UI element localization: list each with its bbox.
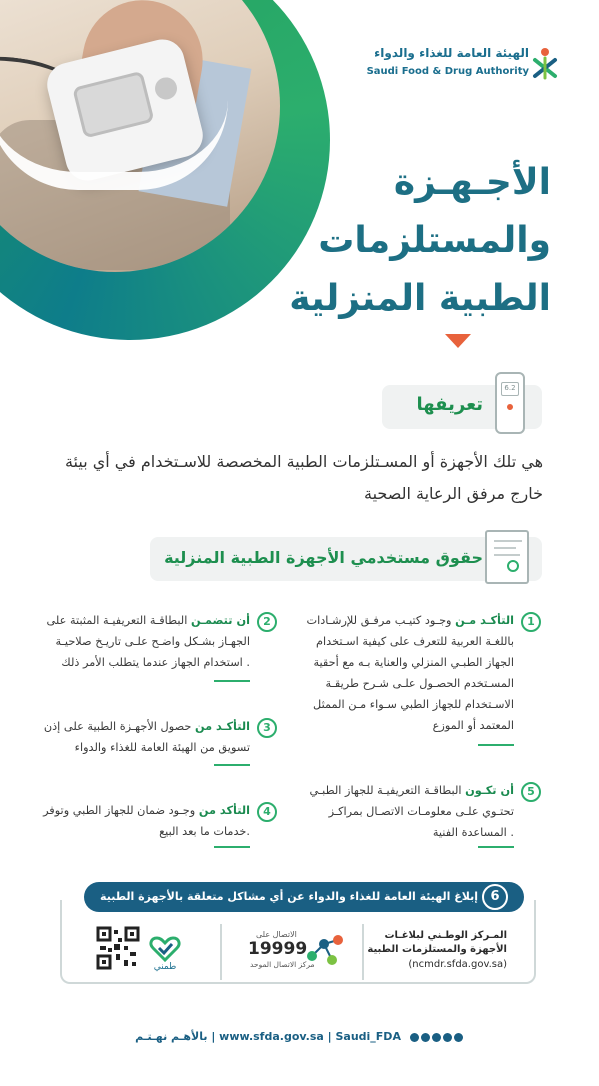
report-number: 6 (482, 884, 508, 910)
twitter-icon[interactable] (454, 1033, 463, 1042)
title-arrow-icon (445, 334, 471, 348)
right-item-4-underline (214, 846, 250, 848)
right-item-5 (294, 780, 514, 843)
right-number-2: 2 (257, 612, 277, 632)
ncmdr-link[interactable]: (ncmdr.sfda.gov.sa) (408, 959, 507, 970)
right-number-4: 4 (257, 802, 277, 822)
ncmdr-name-line1: المـركز الوطـني لبلاغـات (384, 930, 507, 941)
right-item-1-underline (478, 744, 514, 746)
contact-separator-2 (220, 924, 222, 980)
right-item-3-lead: التأكـد من (194, 720, 250, 733)
right-item-4 (30, 800, 250, 842)
right-item-2-lead: أن تتضمـن (190, 614, 250, 627)
glucose-meter-dot (507, 404, 513, 410)
right-item-4-lead: التأكد من (198, 804, 250, 817)
monitor-button (153, 75, 180, 102)
footer-text[interactable]: بالأهـم نهـتـم | www.sfda.gov.sa | Saudi_FDA (135, 1030, 401, 1043)
definition-heading: تعريفها (416, 394, 483, 415)
right-item-1-lead: التأكـد مـن (455, 614, 514, 627)
seal-icon (507, 560, 519, 572)
right-item-5-text: البطاقـة التعريفيـة للجهاز الطبـي تحتـوي علـى معلومـات الاتصـال بمراكـز المساعدة الفنية . (309, 784, 514, 839)
right-number-5: 5 (521, 782, 541, 802)
definition-text: هي تلك الأجهزة أو المسـتلزمات الطبية المخصصة للاسـتخدام في أي بيئة خارج مرفق الرعاية الصحية (64, 452, 543, 503)
facebook-icon[interactable] (410, 1033, 419, 1042)
ncmdr-name-line2: الأجهزة والمستلزمات الطبية (367, 944, 507, 955)
snapchat-icon[interactable] (432, 1033, 441, 1042)
logo-name-en: Saudi Food & Drug Authority (366, 66, 529, 77)
footer (0, 1030, 599, 1043)
right-item-3 (30, 716, 250, 758)
social-icons (409, 1030, 464, 1043)
right-item-3-text: حصول الأجهـزة الطبية على إذن تسويق من الهيئة العامة للغذاء والدواء (43, 720, 250, 754)
call-center-label: مركز الاتصال الموحد (250, 960, 315, 969)
right-item-2-underline (214, 680, 250, 682)
page-title-line1: الأجـهـزة (393, 162, 551, 203)
page-title-line2: والمستلزمات (318, 220, 551, 261)
call-label: الاتصال على (256, 930, 297, 939)
contact-separator-1 (362, 924, 364, 980)
page-title-line3: الطبية المنزلية (289, 278, 551, 319)
right-item-4-text: وجـود ضمان للجهاز الطبي وتوفر خدمات ما بعد البيع. (43, 804, 250, 838)
right-item-5-lead: أن تكـون (465, 784, 514, 797)
right-number-1: 1 (521, 612, 541, 632)
report-banner: إبلاغ الهيئة العامة للغذاء والدواء عن أي مشاكل متعلقة بالأجهزة الطبية عن طريق : (84, 882, 524, 912)
call-number[interactable]: 19999 (248, 939, 308, 959)
right-item-1 (294, 610, 514, 736)
youtube-icon[interactable] (443, 1033, 452, 1042)
right-item-3-underline (214, 764, 250, 766)
right-number-3: 3 (257, 718, 277, 738)
document-icon (485, 530, 529, 584)
qr-code-icon[interactable] (96, 926, 140, 970)
instagram-icon[interactable] (421, 1033, 430, 1042)
glucose-meter-display: 6.2 (501, 382, 519, 396)
logo-name-ar: الهيئة العامة للغذاء والدواء (374, 46, 529, 60)
right-item-2-text: البطاقـة التعريفيـة المثبتة على الجهـاز بشـكل واضـح علـى تاريـخ صلاحيـة استخدام الجهاز عندما يتطلب الأمر ذلك . (46, 614, 250, 669)
right-item-2 (30, 610, 250, 673)
glucose-meter-icon (495, 372, 525, 434)
right-item-1-text: وجـود كتيـب مرفـق للإرشـادات باللغـة العربية للتعرف على كيفية اسـتخدام الجهاز الطبـي المنزلي والعناية بـه مع أحقية المسـتخدم الحصـول علـى شـرح طريقـة الاسـتخدام للجهاز الطبي سـواء مـن الممثل المعتمد أو الموزع (306, 614, 514, 732)
right-item-5-underline (478, 846, 514, 848)
sfda-logo-icon (531, 46, 559, 80)
rights-heading: حقوق مستخدمي الأجهزة الطبية المنزلية (164, 548, 483, 567)
tameny-app-label: طمني (153, 962, 177, 972)
